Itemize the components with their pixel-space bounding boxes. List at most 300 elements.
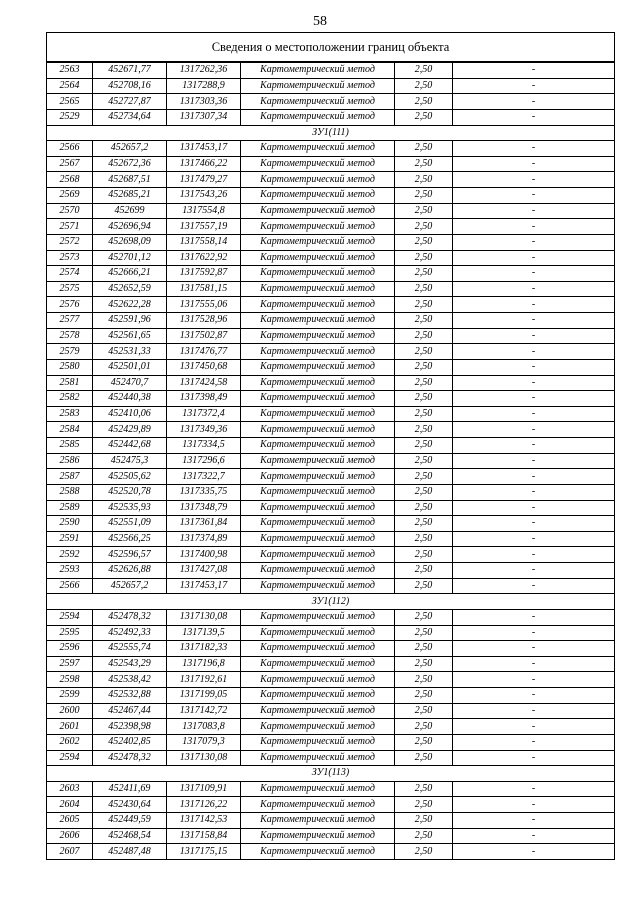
point-number-cell: 2573 xyxy=(47,250,93,266)
accuracy-cell: 2,50 xyxy=(395,62,453,78)
point-number-cell: 2565 xyxy=(47,94,93,110)
y-coordinate-cell: 1317361,84 xyxy=(167,516,241,532)
accuracy-cell: 2,50 xyxy=(395,844,453,860)
method-cell: Картометрический метод xyxy=(241,844,395,860)
point-number-cell: 2594 xyxy=(47,750,93,766)
table-row xyxy=(47,62,615,78)
method-cell: Картометрический метод xyxy=(241,500,395,516)
y-coordinate-cell: 1317453,17 xyxy=(167,141,241,157)
y-coordinate-cell: 1317196,8 xyxy=(167,656,241,672)
description-cell: - xyxy=(453,844,615,860)
table-row xyxy=(47,422,615,438)
y-coordinate-cell: 1317427,08 xyxy=(167,563,241,579)
x-coordinate-cell: 452734,64 xyxy=(93,109,167,125)
table-row xyxy=(47,203,615,219)
method-cell: Картометрический метод xyxy=(241,219,395,235)
method-cell: Картометрический метод xyxy=(241,156,395,172)
table-row xyxy=(47,156,615,172)
x-coordinate-cell: 452657,2 xyxy=(93,578,167,594)
y-coordinate-cell: 1317374,89 xyxy=(167,531,241,547)
point-number-cell: 2566 xyxy=(47,141,93,157)
point-number-cell: 2594 xyxy=(47,609,93,625)
table-row xyxy=(47,141,615,157)
method-cell: Картометрический метод xyxy=(241,719,395,735)
y-coordinate-cell: 1317335,75 xyxy=(167,484,241,500)
y-coordinate-cell: 1317348,79 xyxy=(167,500,241,516)
table-row xyxy=(47,297,615,313)
accuracy-cell: 2,50 xyxy=(395,328,453,344)
table-row xyxy=(47,625,615,641)
description-cell: - xyxy=(453,797,615,813)
y-coordinate-cell: 1317622,92 xyxy=(167,250,241,266)
accuracy-cell: 2,50 xyxy=(395,391,453,407)
description-cell: - xyxy=(453,359,615,375)
method-cell: Картометрический метод xyxy=(241,94,395,110)
y-coordinate-cell: 1317296,6 xyxy=(167,453,241,469)
x-coordinate-cell: 452657,2 xyxy=(93,141,167,157)
point-number-cell: 2575 xyxy=(47,281,93,297)
method-cell: Картометрический метод xyxy=(241,563,395,579)
accuracy-cell: 2,50 xyxy=(395,828,453,844)
point-number-cell: 2587 xyxy=(47,469,93,485)
table-row xyxy=(47,734,615,750)
point-number-cell: 2580 xyxy=(47,359,93,375)
point-number-cell: 2584 xyxy=(47,422,93,438)
description-cell: - xyxy=(453,453,615,469)
point-number-cell: 2601 xyxy=(47,719,93,735)
point-number-cell: 2579 xyxy=(47,344,93,360)
y-coordinate-cell: 1317322,7 xyxy=(167,469,241,485)
method-cell: Картометрический метод xyxy=(241,531,395,547)
table-row xyxy=(47,531,615,547)
x-coordinate-cell: 452671,77 xyxy=(93,62,167,78)
method-cell: Картометрический метод xyxy=(241,516,395,532)
point-number-cell: 2605 xyxy=(47,813,93,829)
point-number-cell: 2572 xyxy=(47,234,93,250)
x-coordinate-cell: 452475,3 xyxy=(93,453,167,469)
description-cell: - xyxy=(453,719,615,735)
table-row xyxy=(47,609,615,625)
accuracy-cell: 2,50 xyxy=(395,188,453,204)
x-coordinate-cell: 452440,38 xyxy=(93,391,167,407)
table-row xyxy=(47,359,615,375)
description-cell: - xyxy=(453,141,615,157)
y-coordinate-cell: 1317398,49 xyxy=(167,391,241,407)
y-coordinate-cell: 1317083,8 xyxy=(167,719,241,735)
y-coordinate-cell: 1317142,53 xyxy=(167,813,241,829)
point-number-cell: 2568 xyxy=(47,172,93,188)
method-cell: Картометрический метод xyxy=(241,109,395,125)
table-row xyxy=(47,781,615,797)
y-coordinate-cell: 1317303,36 xyxy=(167,94,241,110)
method-cell: Картометрический метод xyxy=(241,688,395,704)
accuracy-cell: 2,50 xyxy=(395,672,453,688)
y-coordinate-cell: 1317424,58 xyxy=(167,375,241,391)
x-coordinate-cell: 452561,65 xyxy=(93,328,167,344)
table-row xyxy=(47,219,615,235)
description-cell: - xyxy=(453,328,615,344)
x-coordinate-cell: 452543,29 xyxy=(93,656,167,672)
point-number-cell: 2600 xyxy=(47,703,93,719)
method-cell: Картометрический метод xyxy=(241,828,395,844)
method-cell: Картометрический метод xyxy=(241,797,395,813)
y-coordinate-cell: 1317453,17 xyxy=(167,578,241,594)
method-cell: Картометрический метод xyxy=(241,750,395,766)
x-coordinate-cell: 452698,09 xyxy=(93,234,167,250)
description-cell: - xyxy=(453,828,615,844)
point-number-cell: 2563 xyxy=(47,62,93,78)
method-cell: Картометрический метод xyxy=(241,359,395,375)
y-coordinate-cell: 1317555,06 xyxy=(167,297,241,313)
x-coordinate-cell: 452478,32 xyxy=(93,750,167,766)
table-row xyxy=(47,672,615,688)
accuracy-cell: 2,50 xyxy=(395,78,453,94)
method-cell: Картометрический метод xyxy=(241,172,395,188)
description-cell: - xyxy=(453,625,615,641)
method-cell: Картометрический метод xyxy=(241,375,395,391)
y-coordinate-cell: 1317139,5 xyxy=(167,625,241,641)
y-coordinate-cell: 1317130,08 xyxy=(167,609,241,625)
section-label: ЗУ1(111) xyxy=(47,125,615,141)
accuracy-cell: 2,50 xyxy=(395,750,453,766)
point-number-cell: 2596 xyxy=(47,641,93,657)
table-row xyxy=(47,328,615,344)
description-cell: - xyxy=(453,281,615,297)
description-cell: - xyxy=(453,813,615,829)
description-cell: - xyxy=(453,172,615,188)
method-cell: Картометрический метод xyxy=(241,578,395,594)
description-cell: - xyxy=(453,203,615,219)
y-coordinate-cell: 1317450,68 xyxy=(167,359,241,375)
accuracy-cell: 2,50 xyxy=(395,438,453,454)
table-row xyxy=(47,563,615,579)
accuracy-cell: 2,50 xyxy=(395,297,453,313)
x-coordinate-cell: 452591,96 xyxy=(93,313,167,329)
table-row xyxy=(47,500,615,516)
y-coordinate-cell: 1317182,33 xyxy=(167,641,241,657)
x-coordinate-cell: 452708,16 xyxy=(93,78,167,94)
description-cell: - xyxy=(453,297,615,313)
accuracy-cell: 2,50 xyxy=(395,656,453,672)
method-cell: Картометрический метод xyxy=(241,438,395,454)
description-cell: - xyxy=(453,688,615,704)
x-coordinate-cell: 452696,94 xyxy=(93,219,167,235)
x-coordinate-cell: 452478,32 xyxy=(93,609,167,625)
y-coordinate-cell: 1317334,5 xyxy=(167,438,241,454)
description-cell: - xyxy=(453,578,615,594)
method-cell: Картометрический метод xyxy=(241,422,395,438)
table-row xyxy=(47,719,615,735)
table-row xyxy=(47,438,615,454)
x-coordinate-cell: 452501,01 xyxy=(93,359,167,375)
description-cell: - xyxy=(453,375,615,391)
section-label: ЗУ1(113) xyxy=(47,766,615,782)
x-coordinate-cell: 452411,69 xyxy=(93,781,167,797)
point-number-cell: 2598 xyxy=(47,672,93,688)
x-coordinate-cell: 452626,88 xyxy=(93,563,167,579)
point-number-cell: 2569 xyxy=(47,188,93,204)
x-coordinate-cell: 452699 xyxy=(93,203,167,219)
method-cell: Картометрический метод xyxy=(241,672,395,688)
description-cell: - xyxy=(453,641,615,657)
method-cell: Картометрический метод xyxy=(241,547,395,563)
x-coordinate-cell: 452410,06 xyxy=(93,406,167,422)
accuracy-cell: 2,50 xyxy=(395,500,453,516)
x-coordinate-cell: 452666,21 xyxy=(93,266,167,282)
table-row xyxy=(47,109,615,125)
accuracy-cell: 2,50 xyxy=(395,688,453,704)
accuracy-cell: 2,50 xyxy=(395,578,453,594)
table-row xyxy=(47,547,615,563)
accuracy-cell: 2,50 xyxy=(395,703,453,719)
y-coordinate-cell: 1317528,96 xyxy=(167,313,241,329)
table-row xyxy=(47,688,615,704)
accuracy-cell: 2,50 xyxy=(395,531,453,547)
description-cell: - xyxy=(453,563,615,579)
accuracy-cell: 2,50 xyxy=(395,313,453,329)
table-row xyxy=(47,391,615,407)
y-coordinate-cell: 1317466,22 xyxy=(167,156,241,172)
table-row xyxy=(47,188,615,204)
accuracy-cell: 2,50 xyxy=(395,141,453,157)
method-cell: Картометрический метод xyxy=(241,656,395,672)
x-coordinate-cell: 452442,68 xyxy=(93,438,167,454)
accuracy-cell: 2,50 xyxy=(395,719,453,735)
x-coordinate-cell: 452672,36 xyxy=(93,156,167,172)
point-number-cell: 2607 xyxy=(47,844,93,860)
point-number-cell: 2585 xyxy=(47,438,93,454)
accuracy-cell: 2,50 xyxy=(395,813,453,829)
table-row xyxy=(47,344,615,360)
accuracy-cell: 2,50 xyxy=(395,734,453,750)
method-cell: Картометрический метод xyxy=(241,813,395,829)
point-number-cell: 2581 xyxy=(47,375,93,391)
point-number-cell: 2529 xyxy=(47,109,93,125)
point-number-cell: 2602 xyxy=(47,734,93,750)
description-cell: - xyxy=(453,516,615,532)
point-number-cell: 2591 xyxy=(47,531,93,547)
boundary-coordinates-table xyxy=(46,32,615,860)
description-cell: - xyxy=(453,484,615,500)
description-cell: - xyxy=(453,234,615,250)
table-row xyxy=(47,656,615,672)
y-coordinate-cell: 1317158,84 xyxy=(167,828,241,844)
point-number-cell: 2583 xyxy=(47,406,93,422)
point-number-cell: 2564 xyxy=(47,78,93,94)
x-coordinate-cell: 452727,87 xyxy=(93,94,167,110)
y-coordinate-cell: 1317130,08 xyxy=(167,750,241,766)
method-cell: Картометрический метод xyxy=(241,609,395,625)
method-cell: Картометрический метод xyxy=(241,141,395,157)
description-cell: - xyxy=(453,656,615,672)
y-coordinate-cell: 1317558,14 xyxy=(167,234,241,250)
accuracy-cell: 2,50 xyxy=(395,344,453,360)
method-cell: Картометрический метод xyxy=(241,188,395,204)
section-row xyxy=(47,125,615,141)
accuracy-cell: 2,50 xyxy=(395,797,453,813)
x-coordinate-cell: 452492,33 xyxy=(93,625,167,641)
point-number-cell: 2597 xyxy=(47,656,93,672)
description-cell: - xyxy=(453,62,615,78)
table-row xyxy=(47,484,615,500)
accuracy-cell: 2,50 xyxy=(395,609,453,625)
description-cell: - xyxy=(453,672,615,688)
table-row xyxy=(47,78,615,94)
y-coordinate-cell: 1317479,27 xyxy=(167,172,241,188)
description-cell: - xyxy=(453,219,615,235)
table-row xyxy=(47,250,615,266)
x-coordinate-cell: 452701,12 xyxy=(93,250,167,266)
x-coordinate-cell: 452538,42 xyxy=(93,672,167,688)
x-coordinate-cell: 452430,64 xyxy=(93,797,167,813)
accuracy-cell: 2,50 xyxy=(395,641,453,657)
description-cell: - xyxy=(453,422,615,438)
method-cell: Картометрический метод xyxy=(241,234,395,250)
accuracy-cell: 2,50 xyxy=(395,453,453,469)
table-row xyxy=(47,750,615,766)
y-coordinate-cell: 1317349,36 xyxy=(167,422,241,438)
point-number-cell: 2593 xyxy=(47,563,93,579)
x-coordinate-cell: 452566,25 xyxy=(93,531,167,547)
y-coordinate-cell: 1317543,26 xyxy=(167,188,241,204)
point-number-cell: 2589 xyxy=(47,500,93,516)
table-body xyxy=(47,33,615,860)
description-cell: - xyxy=(453,188,615,204)
y-coordinate-cell: 1317307,34 xyxy=(167,109,241,125)
y-coordinate-cell: 1317476,77 xyxy=(167,344,241,360)
x-coordinate-cell: 452429,89 xyxy=(93,422,167,438)
description-cell: - xyxy=(453,547,615,563)
table-row xyxy=(47,797,615,813)
y-coordinate-cell: 1317142,72 xyxy=(167,703,241,719)
section-row xyxy=(47,594,615,610)
description-cell: - xyxy=(453,94,615,110)
point-number-cell: 2574 xyxy=(47,266,93,282)
y-coordinate-cell: 1317554,8 xyxy=(167,203,241,219)
point-number-cell: 2586 xyxy=(47,453,93,469)
point-number-cell: 2566 xyxy=(47,578,93,594)
accuracy-cell: 2,50 xyxy=(395,469,453,485)
table-row xyxy=(47,469,615,485)
table-header-row xyxy=(47,33,615,63)
method-cell: Картометрический метод xyxy=(241,78,395,94)
accuracy-cell: 2,50 xyxy=(395,563,453,579)
description-cell: - xyxy=(453,500,615,516)
table-row xyxy=(47,266,615,282)
table-row xyxy=(47,453,615,469)
description-cell: - xyxy=(453,781,615,797)
description-cell: - xyxy=(453,703,615,719)
method-cell: Картометрический метод xyxy=(241,734,395,750)
description-cell: - xyxy=(453,250,615,266)
accuracy-cell: 2,50 xyxy=(395,422,453,438)
x-coordinate-cell: 452685,21 xyxy=(93,188,167,204)
accuracy-cell: 2,50 xyxy=(395,359,453,375)
method-cell: Картометрический метод xyxy=(241,250,395,266)
accuracy-cell: 2,50 xyxy=(395,375,453,391)
method-cell: Картометрический метод xyxy=(241,406,395,422)
description-cell: - xyxy=(453,609,615,625)
section-label: ЗУ1(112) xyxy=(47,594,615,610)
y-coordinate-cell: 1317592,87 xyxy=(167,266,241,282)
y-coordinate-cell: 1317199,05 xyxy=(167,688,241,704)
y-coordinate-cell: 1317400,98 xyxy=(167,547,241,563)
accuracy-cell: 2,50 xyxy=(395,203,453,219)
table-row xyxy=(47,313,615,329)
accuracy-cell: 2,50 xyxy=(395,266,453,282)
point-number-cell: 2603 xyxy=(47,781,93,797)
point-number-cell: 2578 xyxy=(47,328,93,344)
y-coordinate-cell: 1317557,19 xyxy=(167,219,241,235)
table-row xyxy=(47,234,615,250)
description-cell: - xyxy=(453,406,615,422)
accuracy-cell: 2,50 xyxy=(395,281,453,297)
point-number-cell: 2599 xyxy=(47,688,93,704)
x-coordinate-cell: 452467,44 xyxy=(93,703,167,719)
table-row xyxy=(47,844,615,860)
method-cell: Картометрический метод xyxy=(241,453,395,469)
accuracy-cell: 2,50 xyxy=(395,250,453,266)
description-cell: - xyxy=(453,750,615,766)
method-cell: Картометрический метод xyxy=(241,266,395,282)
description-cell: - xyxy=(453,734,615,750)
y-coordinate-cell: 1317175,15 xyxy=(167,844,241,860)
accuracy-cell: 2,50 xyxy=(395,94,453,110)
accuracy-cell: 2,50 xyxy=(395,625,453,641)
table-row xyxy=(47,281,615,297)
description-cell: - xyxy=(453,469,615,485)
y-coordinate-cell: 1317109,91 xyxy=(167,781,241,797)
accuracy-cell: 2,50 xyxy=(395,109,453,125)
accuracy-cell: 2,50 xyxy=(395,484,453,500)
point-number-cell: 2567 xyxy=(47,156,93,172)
y-coordinate-cell: 1317502,87 xyxy=(167,328,241,344)
accuracy-cell: 2,50 xyxy=(395,172,453,188)
table-row xyxy=(47,813,615,829)
method-cell: Картометрический метод xyxy=(241,625,395,641)
x-coordinate-cell: 452520,78 xyxy=(93,484,167,500)
description-cell: - xyxy=(453,438,615,454)
section-row xyxy=(47,766,615,782)
x-coordinate-cell: 452470,7 xyxy=(93,375,167,391)
x-coordinate-cell: 452687,51 xyxy=(93,172,167,188)
x-coordinate-cell: 452652,59 xyxy=(93,281,167,297)
page-number: 58 xyxy=(313,14,327,29)
y-coordinate-cell: 1317079,3 xyxy=(167,734,241,750)
y-coordinate-cell: 1317192,61 xyxy=(167,672,241,688)
point-number-cell: 2606 xyxy=(47,828,93,844)
description-cell: - xyxy=(453,156,615,172)
x-coordinate-cell: 452468,54 xyxy=(93,828,167,844)
method-cell: Картометрический метод xyxy=(241,641,395,657)
y-coordinate-cell: 1317126,22 xyxy=(167,797,241,813)
x-coordinate-cell: 452551,09 xyxy=(93,516,167,532)
point-number-cell: 2577 xyxy=(47,313,93,329)
x-coordinate-cell: 452449,59 xyxy=(93,813,167,829)
x-coordinate-cell: 452402,85 xyxy=(93,734,167,750)
y-coordinate-cell: 1317581,15 xyxy=(167,281,241,297)
description-cell: - xyxy=(453,391,615,407)
method-cell: Картометрический метод xyxy=(241,62,395,78)
method-cell: Картометрический метод xyxy=(241,781,395,797)
x-coordinate-cell: 452622,28 xyxy=(93,297,167,313)
table-row xyxy=(47,406,615,422)
point-number-cell: 2588 xyxy=(47,484,93,500)
method-cell: Картометрический метод xyxy=(241,313,395,329)
method-cell: Картометрический метод xyxy=(241,484,395,500)
method-cell: Картометрический метод xyxy=(241,469,395,485)
point-number-cell: 2582 xyxy=(47,391,93,407)
